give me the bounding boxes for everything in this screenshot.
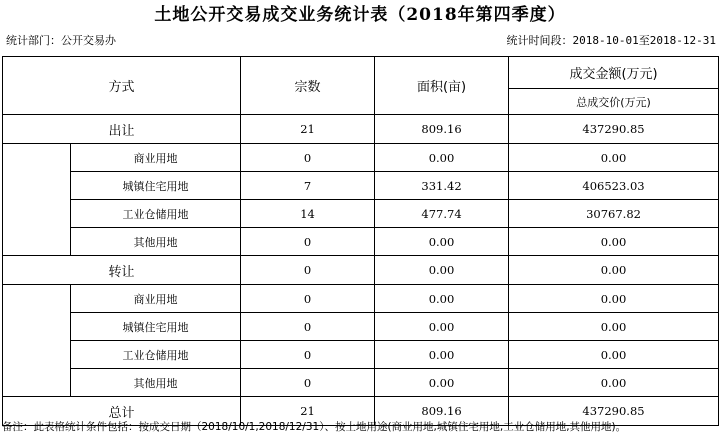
cell-amount: 0.00 bbox=[509, 341, 719, 369]
cell-count: 14 bbox=[241, 200, 375, 228]
cell-area: 809.16 bbox=[375, 397, 509, 426]
row-label: 商业用地 bbox=[71, 144, 241, 172]
cell-amount: 406523.03 bbox=[509, 172, 719, 200]
row-label: 转让 bbox=[3, 256, 241, 285]
table-row bbox=[3, 341, 719, 369]
cell-area: 0.00 bbox=[375, 369, 509, 397]
cell-amount: 0.00 bbox=[509, 285, 719, 313]
stat-period-value: 2018-10-01至2018-12-31 bbox=[572, 34, 716, 47]
header-amount: 成交金额(万元) bbox=[509, 57, 719, 89]
cell-area: 0.00 bbox=[375, 256, 509, 285]
table-row-transfer bbox=[3, 256, 719, 285]
cell-count: 0 bbox=[241, 313, 375, 341]
header-count: 宗数 bbox=[241, 57, 375, 115]
header-total-price: 总成交价(万元) bbox=[509, 89, 719, 115]
indent-cell bbox=[3, 172, 71, 200]
table-row bbox=[3, 285, 719, 313]
table-row-out bbox=[3, 115, 719, 144]
table-row bbox=[3, 200, 719, 228]
cell-amount: 437290.85 bbox=[509, 397, 719, 426]
cell-amount: 0.00 bbox=[509, 228, 719, 256]
header-area: 面积(亩) bbox=[375, 57, 509, 115]
table-row bbox=[3, 369, 719, 397]
cell-amount: 30767.82 bbox=[509, 200, 719, 228]
indent-cell bbox=[3, 369, 71, 397]
indent-cell bbox=[3, 341, 71, 369]
stat-period-label: 统计时间段： bbox=[506, 34, 573, 47]
cell-amount: 0.00 bbox=[509, 313, 719, 341]
page-title: 土地公开交易成交业务统计表（2018年第四季度） bbox=[154, 5, 566, 25]
cell-count: 21 bbox=[241, 115, 375, 144]
indent-cell bbox=[3, 144, 71, 172]
indent-cell bbox=[3, 313, 71, 341]
table-row bbox=[3, 228, 719, 256]
cell-count: 0 bbox=[241, 256, 375, 285]
footnote: 备注：此表格统计条件包括：按成交日期（2018/10/1,2018/12/31）、按土地用途(商业用地,城镇住宅用地,工业仓储用地,其他用地)。 bbox=[2, 421, 627, 433]
cell-area: 0.00 bbox=[375, 285, 509, 313]
header-method: 方式 bbox=[3, 57, 241, 115]
cell-amount: 0.00 bbox=[509, 369, 719, 397]
row-label: 工业仓储用地 bbox=[71, 200, 241, 228]
cell-amount: 0.00 bbox=[509, 256, 719, 285]
cell-area: 809.16 bbox=[375, 115, 509, 144]
indent-cell bbox=[3, 285, 71, 313]
table-row bbox=[3, 144, 719, 172]
row-label: 出让 bbox=[3, 115, 241, 144]
row-label: 总计 bbox=[3, 397, 241, 426]
stat-dept-value: 公开交易办 bbox=[61, 34, 116, 47]
cell-area: 0.00 bbox=[375, 144, 509, 172]
cell-count: 0 bbox=[241, 341, 375, 369]
cell-count: 0 bbox=[241, 285, 375, 313]
row-label: 工业仓储用地 bbox=[71, 341, 241, 369]
cell-area: 0.00 bbox=[375, 228, 509, 256]
cell-amount: 0.00 bbox=[509, 144, 719, 172]
header-row bbox=[3, 57, 719, 89]
cell-count: 0 bbox=[241, 228, 375, 256]
row-label: 城镇住宅用地 bbox=[71, 172, 241, 200]
cell-area: 477.74 bbox=[375, 200, 509, 228]
table-row bbox=[3, 313, 719, 341]
cell-count: 0 bbox=[241, 369, 375, 397]
cell-area: 331.42 bbox=[375, 172, 509, 200]
table-row bbox=[3, 172, 719, 200]
row-label: 其他用地 bbox=[71, 369, 241, 397]
row-label: 商业用地 bbox=[71, 285, 241, 313]
cell-count: 0 bbox=[241, 144, 375, 172]
row-label: 其他用地 bbox=[71, 228, 241, 256]
stat-dept bbox=[6, 34, 116, 48]
indent-cell bbox=[3, 228, 71, 256]
row-label: 城镇住宅用地 bbox=[71, 313, 241, 341]
stats-table bbox=[2, 56, 719, 426]
cell-amount: 437290.85 bbox=[509, 115, 719, 144]
indent-cell bbox=[3, 200, 71, 228]
cell-area: 0.00 bbox=[375, 341, 509, 369]
stat-period bbox=[507, 34, 716, 48]
cell-area: 0.00 bbox=[375, 313, 509, 341]
cell-count: 7 bbox=[241, 172, 375, 200]
cell-count: 21 bbox=[241, 397, 375, 426]
stat-dept-label: 统计部门： bbox=[6, 34, 61, 47]
